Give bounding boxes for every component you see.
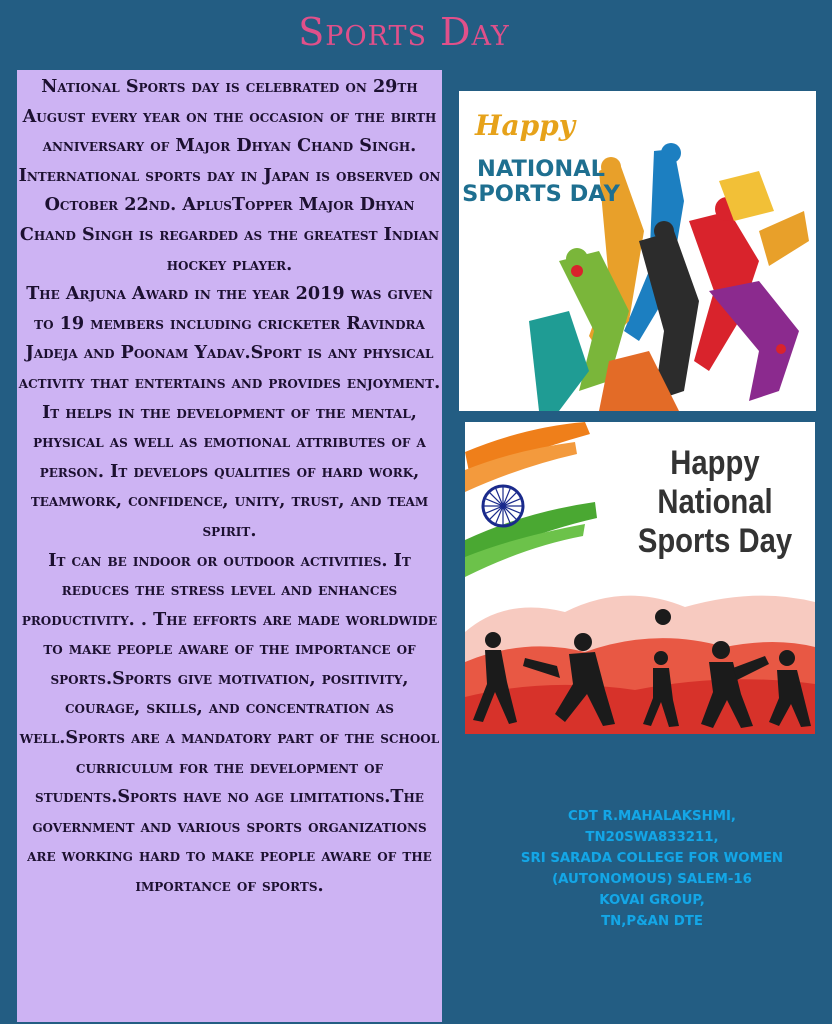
page-title: Sports Day xyxy=(298,10,510,54)
article-text-box xyxy=(17,70,442,1022)
ashoka-chakra-icon xyxy=(483,486,523,526)
heading-line-sports-day: Sports Day xyxy=(637,522,793,560)
credit-line-college: SRI SARADA COLLEGE FOR WOMEN xyxy=(520,851,784,866)
heading-line-national: National xyxy=(657,483,773,521)
credit-line-group: KOVAI GROUP, xyxy=(599,893,705,908)
heading-line-happy: Happy xyxy=(670,444,760,482)
paragraph-2: The Arjuna Award in the year 2019 was given to 19 members including cricketer Ravindra Jadeja and Poonam Yadav.Sport is any physical activity that entertains and provides enjoyment. It helps in the development of the mental, physical as well as emotional attributes of a person. It develops qualities of hard work, teamwork, confidence, unity, trust, and team spirit. xyxy=(18,283,441,541)
heading-line-1: NATIONAL xyxy=(477,156,605,182)
heading-line-2: SPORTS DAY xyxy=(462,181,620,207)
happy-national-sports-day-heading xyxy=(629,444,801,561)
paragraph-3: It can be indoor or outdoor activities. It reduces the stress level and enhances productivity. . The efforts are made worldwide to make people aware of the importance of sports.Sports give motivation, positivity, courage, skills, and concentration as well.Sports are a mandatory part of the school curriculum for the development of students.Sports have no age limitations.The government and various sports organizations are working hard to make people aware of the importance of sports. xyxy=(19,549,440,897)
author-credits xyxy=(472,806,832,932)
credit-line-id: TN20SWA833211, xyxy=(585,830,719,845)
national-sports-day-heading xyxy=(461,157,621,207)
credit-line-name: CDT R.MAHALAKSHMI, xyxy=(568,809,736,824)
national-sports-day-poster xyxy=(459,91,816,411)
paragraph-1: National Sports day is celebrated on 29th August every year on the occasion of the birth anniversary of Major Dhyan Chand Singh. International sports day in Japan is observed on October 22nd. AplusTopper Major Dhyan Chand Singh is regarded as the greatest Indian hockey player. xyxy=(18,76,441,275)
happy-national-sports-day-poster xyxy=(465,422,815,734)
credit-line-directorate: TN,P&AN DTE xyxy=(601,914,703,929)
happy-script-text: Happy xyxy=(475,109,576,142)
credit-line-location: (AUTONOMOUS) SALEM-16 xyxy=(552,872,752,887)
